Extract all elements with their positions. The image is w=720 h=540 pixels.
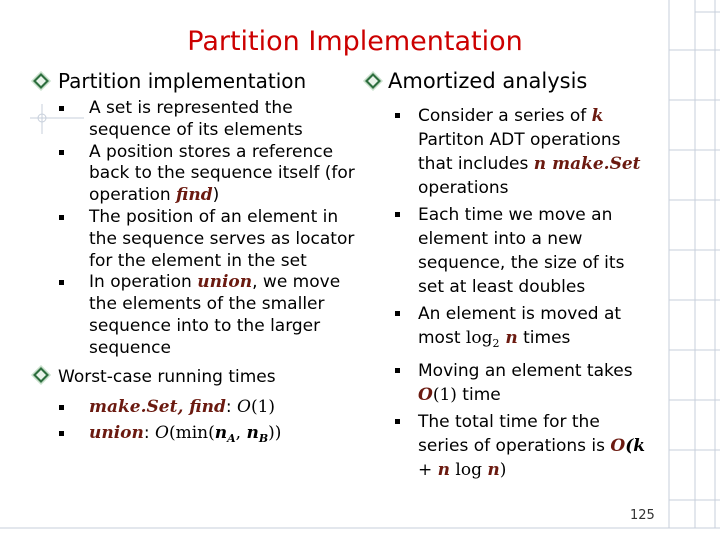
right-heading — [362, 68, 662, 94]
square-bullet-icon — [395, 212, 400, 217]
list-item: make.Set, find: O(1) — [89, 394, 359, 420]
list-item: An element is moved at most $\log_2 n$ times — [418, 302, 648, 356]
list-item: The position of an element in the sequence serves as locator for the element in the set — [89, 207, 359, 272]
right-heading-text: Amortized analysis — [388, 69, 588, 93]
slide-title: Partition Implementation — [187, 26, 523, 57]
left-bullet-list-2 — [28, 394, 359, 452]
left-column — [28, 68, 358, 452]
square-bullet-icon — [395, 113, 400, 118]
diamond-bullet-icon — [30, 364, 52, 386]
left-heading-2-text: Worst-case running times — [58, 366, 276, 387]
list-item: The total time for the series of operations is O(k + n log n) — [418, 410, 648, 482]
list-item: Each time we move an element into a new sequence, the size of its set at least doubles — [418, 203, 648, 299]
right-column — [362, 68, 662, 482]
left-bullet-list — [28, 98, 359, 360]
square-bullet-icon — [395, 419, 400, 424]
square-bullet-icon — [395, 368, 400, 373]
list-item: Moving an element takes O(1) time — [418, 359, 648, 407]
list-item: In operation union, we move the elements of the smaller sequence into to the larger sequence — [89, 272, 359, 359]
square-bullet-icon — [59, 280, 64, 285]
square-bullet-icon — [59, 150, 64, 155]
diamond-bullet-icon — [362, 70, 384, 92]
left-heading-text: Partition implementation — [58, 69, 307, 93]
page-number: 125 — [630, 508, 655, 523]
left-heading — [28, 68, 358, 94]
diamond-bullet-icon — [30, 70, 52, 92]
list-item: union: $O(\min(n_A$, $n_B$)) — [89, 420, 359, 452]
left-heading-2 — [28, 362, 358, 390]
right-bullet-list — [362, 104, 648, 482]
square-bullet-icon — [59, 405, 64, 410]
list-item: A set is represented the sequence of its elements — [89, 98, 359, 142]
square-bullet-icon — [395, 311, 400, 316]
list-item: A position stores a reference back to the sequence itself (for operation find) — [89, 142, 359, 207]
square-bullet-icon — [59, 431, 64, 436]
list-item: Consider a series of k Partiton ADT operations that includes n make.Set operations — [418, 104, 648, 200]
square-bullet-icon — [59, 215, 64, 220]
square-bullet-icon — [59, 106, 64, 111]
